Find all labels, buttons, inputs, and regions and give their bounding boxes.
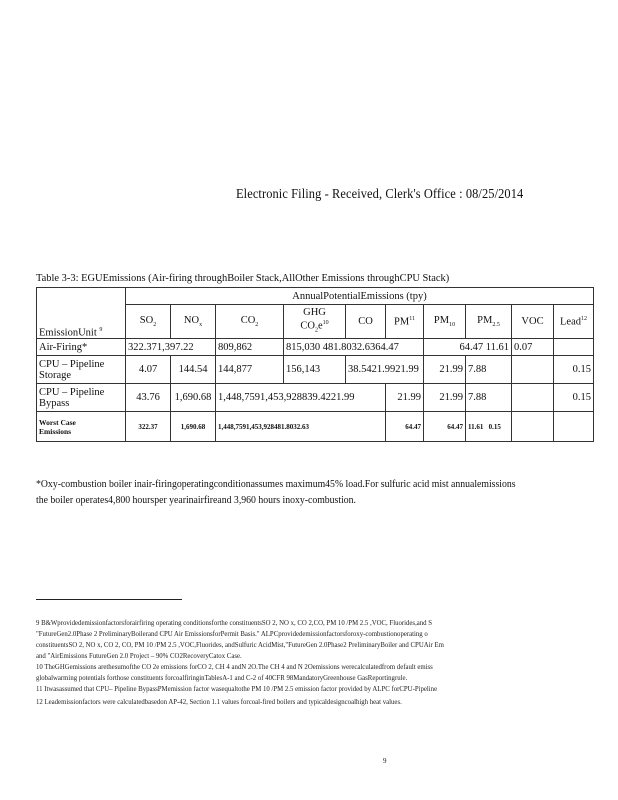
footnote-9-line1: 9 B&Wprovidedemissionfactorsforairfiring operating conditionsforthe constituentsSO 2, NO x, CO 2,CO, PM 10 /PM 2.5 ,VOC, Fluorides,and S <box>36 619 433 627</box>
cell: 7.88 <box>466 356 512 384</box>
col-pm25-text: PM <box>477 314 493 326</box>
cell: 0.15 <box>554 356 594 384</box>
col-pm10-sub: 10 <box>449 322 456 329</box>
cell: 1,690.68 <box>171 412 216 442</box>
footnote-ref-11: 11 <box>409 315 415 322</box>
cell <box>554 339 594 356</box>
table-row <box>37 384 594 412</box>
footnote-12: 12 Leademissionfactors were calculatedbasedon AP-42, Section 1.1 values forcoal-fired boilers and typicaldesigncoalhigh heat values. <box>36 698 402 706</box>
cell <box>554 412 594 442</box>
cell <box>512 412 554 442</box>
cell: 144,877 <box>216 356 284 384</box>
col-ghg-co-sub: 2 <box>314 327 318 334</box>
col-so2-text: SO <box>139 314 154 326</box>
oxy-note-line1: *Oxy-combustion boiler inair-firingoperatingconditionassumes maximum45% load.For sulfuric acid mist annualemissions <box>36 479 516 490</box>
cell <box>512 356 554 384</box>
emission-unit-header <box>37 288 126 339</box>
col-nox-sub: x <box>199 322 203 329</box>
col-ghg-text: GHG <box>303 306 326 318</box>
footnote-9-line3: constituentsSO 2, NO x, CO 2, CO, PM 10 /PM 2.5 ,VOC,Fluorides, andSulfuric AcidMist,"FutureGen 2.0Phase2 PreliminaryBoiler and CPUAir Em <box>36 641 444 649</box>
row-label-line1: CPU – Pipeline <box>39 386 105 398</box>
cell <box>466 412 512 442</box>
footnote-9-line4: and "AirEmissions FutureGen 2.0 Project – 90% CO2RecoveryCatox Case. <box>36 652 242 660</box>
footnote-ref-9: 9 <box>99 326 103 333</box>
footnote-10-line1: 10 TheGHGemissions arethesumofthe CO 2e emissions forCO 2, CH 4 andN 2O.The CH 4 and N 2Oemissions werecalculatedfrom default emiss <box>36 663 433 671</box>
row-label-line2: Storage <box>39 369 72 381</box>
col-nox <box>171 305 216 339</box>
table-row <box>37 339 594 356</box>
footnote-9-line2: "FutureGen2.0Phase 2 PreliminaryBoilerand CPU Air EmissionsforPermit Basis." ALPCprovidedemissionfactorsforoxy-combustionoperating o <box>36 630 428 638</box>
row-label-line1: Worst Case <box>39 417 76 427</box>
row-label-line2: Bypass <box>39 397 70 409</box>
col-ghg <box>284 305 346 339</box>
footnote-10-line2: globalwarming potentials forthose constituents forcoalfiringinTablesA-1 and C-2 of 40CFR 98MandatoryGreenhouse GasReportingrule. <box>36 674 408 682</box>
col-pm25 <box>466 305 512 339</box>
row-label <box>37 412 126 442</box>
col-co: CO <box>346 305 386 339</box>
group-header-row <box>37 288 594 305</box>
oxy-note-line2: the boiler operates4,800 hoursper yearinairfireand 3,960 hours inoxy-combustion. <box>36 495 356 506</box>
col-voc: VOC <box>512 305 554 339</box>
cell: 21.99 <box>424 356 466 384</box>
cell: 1,448,7591,453,928481.8032.63 <box>216 412 386 442</box>
col-so2 <box>126 305 171 339</box>
cell: 0.07 <box>512 339 554 356</box>
col-pm25-sub: 2.5 <box>492 322 500 329</box>
row-label-line1: CPU – Pipeline <box>39 358 105 370</box>
cell: 144.54 <box>171 356 216 384</box>
footnote-11: 11 Itwasassumed that CPU– Pipeline BypassPMemission factor wasequaltothe PM 10 /PM 2.5 emission factor provided by ALPC forCPU-Pipeline <box>36 685 438 693</box>
cell: 38.5421.9921.99 <box>346 356 424 384</box>
row-label <box>37 384 126 412</box>
col-co2 <box>216 305 284 339</box>
col-ghg-co: CO <box>300 320 315 332</box>
col-pm10 <box>424 305 466 339</box>
cell: 0.15 <box>554 384 594 412</box>
col-co2-sub: 2 <box>255 322 259 329</box>
emission-unit-label: EmissionUnit <box>39 327 97 338</box>
cell-value: 11.61 <box>468 422 484 431</box>
cell: 322.37 <box>126 412 171 442</box>
cell: 815,030 481.8032.6364.47 <box>284 339 424 356</box>
footnote-ref-12: 12 <box>581 315 587 322</box>
cell: 1,690.68 <box>171 384 216 412</box>
table-row <box>37 412 594 442</box>
footnote-ref-10: 10 <box>322 319 329 326</box>
cell-value: 0.15 <box>488 422 501 431</box>
footnote-divider <box>36 599 182 600</box>
row-label: Air-Firing* <box>37 339 126 356</box>
col-lead <box>554 305 594 339</box>
cell: 156,143 <box>284 356 346 384</box>
table-row <box>37 356 594 384</box>
emissions-table <box>36 287 594 442</box>
col-nox-text: NO <box>183 314 200 326</box>
filing-stamp: Electronic Filing - Received, Clerk's Office : 08/25/2014 <box>236 186 524 201</box>
col-pm <box>386 305 424 339</box>
cell: 7.88 <box>466 384 512 412</box>
col-lead-text: Lead <box>560 316 581 328</box>
col-so2-sub: 2 <box>153 322 157 329</box>
annual-potential-emissions-header: AnnualPotentialEmissions (tpy) <box>126 288 594 305</box>
cell <box>512 384 554 412</box>
cell: 64.47 11.61 <box>424 339 512 356</box>
cell: 43.76 <box>126 384 171 412</box>
cell: 21.99 <box>424 384 466 412</box>
cell: 21.99 <box>386 384 424 412</box>
cell: 809,862 <box>216 339 284 356</box>
row-label <box>37 356 126 384</box>
col-pm10-text: PM <box>433 314 450 326</box>
row-label-line2: Emissions <box>39 426 72 436</box>
col-pm-text: PM <box>394 316 410 328</box>
col-ghg-e: e <box>317 320 323 332</box>
table-caption: Table 3-3: EGUEmissions (Air-firing throughBoiler Stack,AllOther Emissions throughCPU Stack) <box>36 272 450 284</box>
cell: 4.07 <box>126 356 171 384</box>
col-co2-text: CO <box>240 314 256 326</box>
cell: 1,448,7591,453,928839.4221.99 <box>216 384 386 412</box>
cell: 322.371,397.22 <box>126 339 216 356</box>
page-number: 9 <box>383 757 387 765</box>
cell: 64.47 <box>386 412 424 442</box>
cell: 64.47 <box>424 412 466 442</box>
